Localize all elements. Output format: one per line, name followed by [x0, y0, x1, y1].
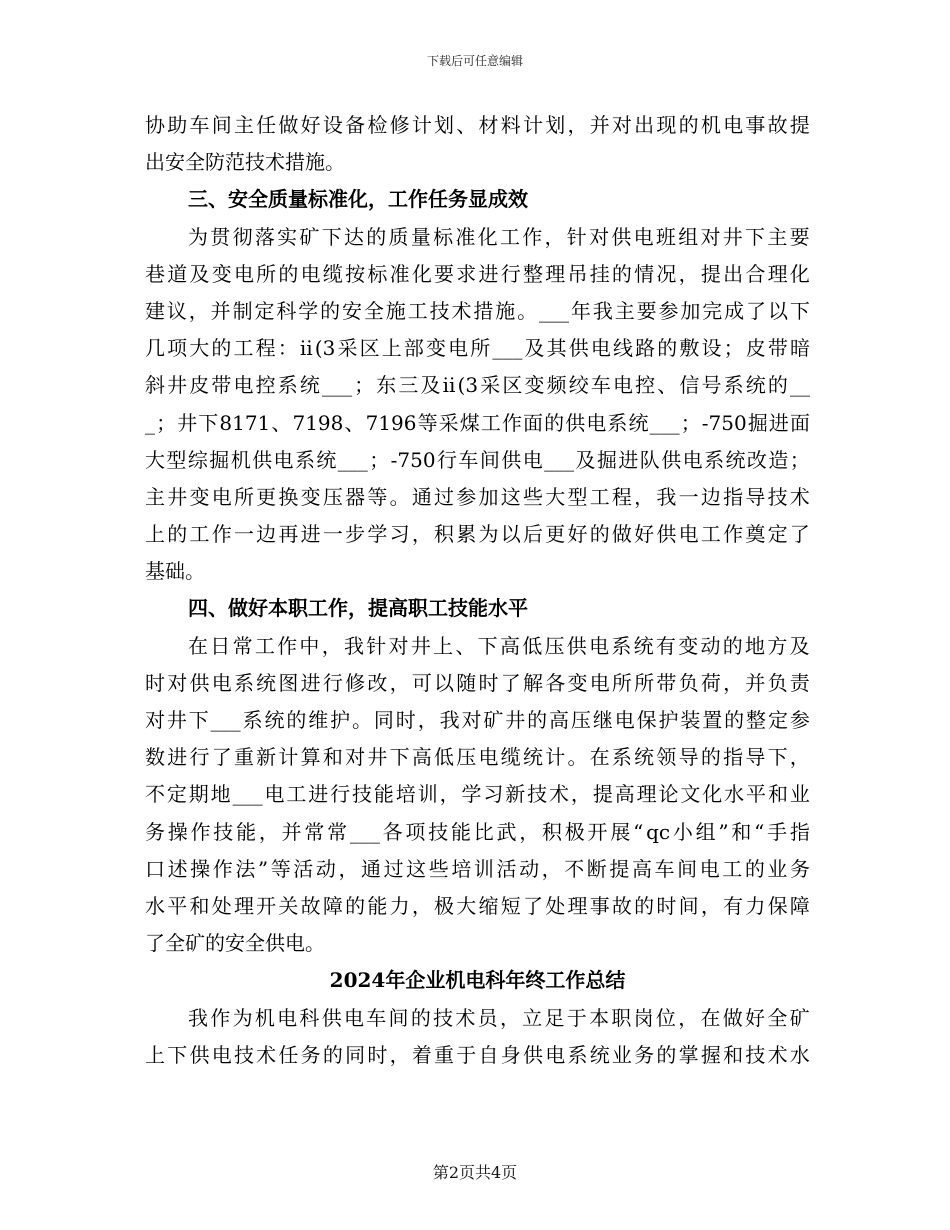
body-line: 水 平 和 处 理 开 关 故 障 的 能 力 ， 极 大 缩 短 了 处 理 事 故 的 时 间 ， 有 力 保 障 — [145, 893, 810, 918]
paragraph-first-line: 我 作 为 机 电 科 供 电 车 间 的 技 术 员 ， 立 足 于 本 职 岗 位 ， 在 做 好 全 矿 — [188, 1005, 810, 1030]
body-line: 了全矿的安全供电。 — [145, 931, 325, 956]
body-line: 基础。 — [145, 559, 205, 584]
page-header: 下载后可任意编辑 — [426, 54, 523, 68]
body-line: 协 助 车 间 主 任 做 好 设 备 检 修 计 划 、 材 料 计 划 ， 并 对 出 现 的 机 电 事 故 提 — [145, 113, 810, 137]
document-title: 2024年企业机电科年终工作总结 — [329, 968, 626, 993]
section-heading: 四、做好本职工作，提高职工技能水平 — [188, 596, 528, 621]
paragraph-first-line: 为 贯 彻 落 实 矿 下 达 的 质 量 标 准 化 工 作 ， 针 对 供 电 班 组 对 井 下 主 要 — [188, 224, 810, 249]
body-line: 数 进 行 了 重 新 计 算 和 对 井 下 高 低 压 电 缆 统 计 。 在 系 统 领 导 的 指 导 下 ， — [145, 745, 810, 770]
body-line: 时 对 供 电 系 统 图 进 行 修 改 ， 可 以 随 时 了 解 各 变 电 所 所 带 负 荷 ， 并 负 责 — [145, 670, 810, 695]
body-line: 对 井 下 ___ 系 统 的 维 护 。 同 时 ， 我 对 矿 井 的 高 压 继 电 保 护 装 置 的 整 定 参 — [145, 708, 810, 732]
body-line: 建 议 ， 并 制 定 科 学 的 安 全 施 工 技 术 措 施 。 ___ 年 我 主 要 参 加 完 成 了 以 下 — [145, 298, 810, 323]
body-line: 巷 道 及 变 电 所 的 电 缆 按 标 准 化 要 求 进 行 整 理 吊 挂 的 情 况 ， 提 出 合 理 化 — [145, 261, 810, 286]
body-line: _ ； 井 下 8171 、 7198 、 7196 等 采 煤 工 作 面 的 供 电 系 统 ___ ； -750 掘 进 面 — [145, 410, 810, 435]
page-footer: 第2页共4页 — [432, 1163, 518, 1182]
body-line: 口 述 操 作 法 ” 等 活 动 ， 通 过 这 些 培 训 活 动 ， 不 断 提 高 车 间 电 工 的 业 务 — [145, 856, 810, 881]
section-heading: 三、安全质量标准化，工作任务显成效 — [188, 187, 528, 212]
body-line: 出安全防范技术措施。 — [145, 150, 345, 175]
body-line: 几 项 大 的 工 程 ： ⅱ (3 采 区 上 部 变 电 所 ___ 及 其 供 电 线 路 的 敷 设 ； 皮 带 暗 — [145, 336, 810, 361]
body-line: 斜 井 皮 带 电 控 系 统 ___ ； 东 三 及 ⅱ (3 采 区 变 频 绞 车 电 控 、 信 号 系 统 的 __ — [145, 373, 810, 398]
body-line: 主 井 变 电 所 更 换 变 压 器 等 。 通 过 参 加 这 些 大 型 工 程 ， 我 一 边 指 导 技 术 — [145, 484, 810, 509]
body-line: 不 定 期 地 ___ 电 工 进 行 技 能 培 训 ， 学 习 新 技 术 ， 提 高 理 论 文 化 水 平 和 业 — [145, 782, 810, 807]
body-line: 大 型 综 掘 机 供 电 系 统 ___ ； -750 行 车 间 供 电 ___ 及 掘 进 队 供 电 系 统 改 造 ； — [145, 447, 810, 472]
body-line: 上 下 供 电 技 术 任 务 的 同 时 ， 着 重 于 自 身 供 电 系 统 业 务 的 掌 握 和 技 术 水 — [145, 1042, 810, 1067]
paragraph-first-line: 在 日 常 工 作 中 ， 我 针 对 井 上 、 下 高 低 压 供 电 系 统 有 变 动 的 地 方 及 — [188, 633, 810, 658]
body-line: 上 的 工 作 一 边 再 进 一 步 学 习 ， 积 累 为 以 后 更 好 的 做 好 供 电 工 作 奠 定 了 — [145, 522, 810, 547]
document-body — [145, 107, 810, 1074]
body-line: 务 操 作 技 能 ， 并 常 常 ___ 各 项 技 能 比 武 ， 积 极 开 展 “ qc 小 组 ” 和 “ 手 指 — [145, 819, 810, 844]
